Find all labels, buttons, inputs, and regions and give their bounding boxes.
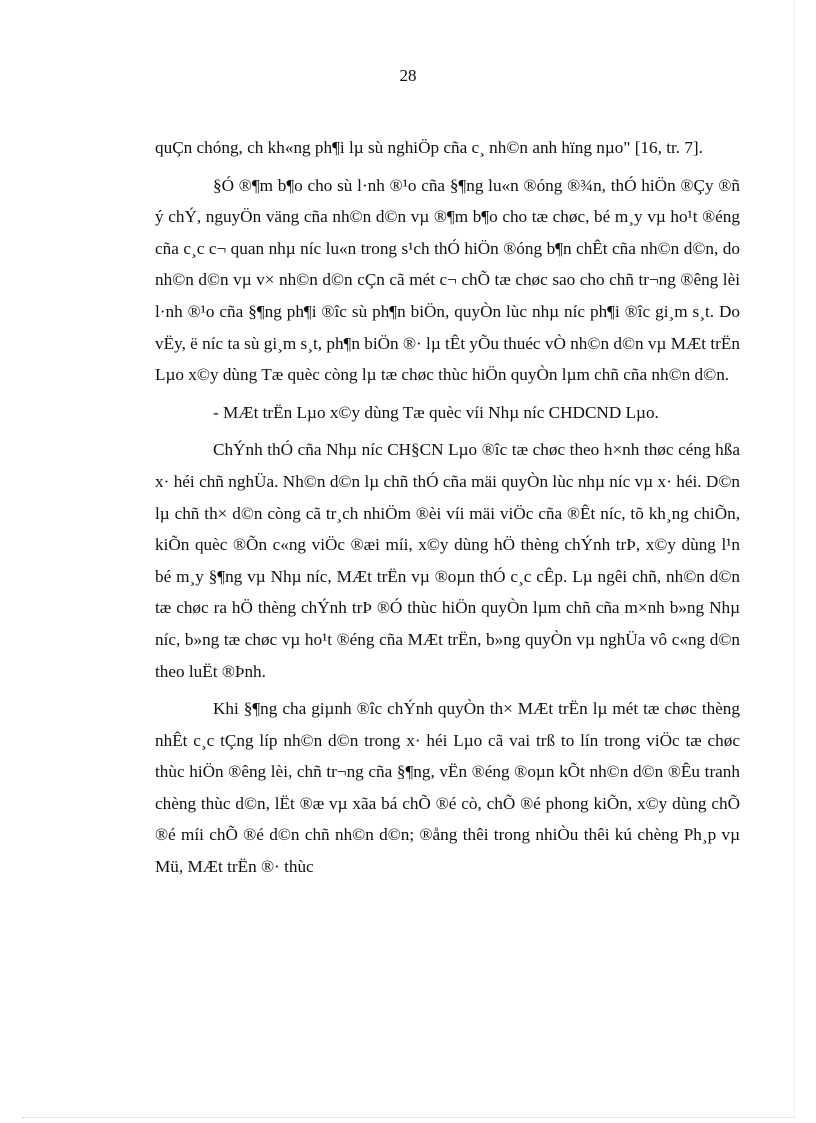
page-bottom-border	[22, 1117, 794, 1118]
page-right-border	[794, 0, 795, 1118]
paragraph-front-role: Khi §¶ng cha giµnh ®îc chÝnh quyÒn th× MÆt trËn lµ mét tæ chøc thèng nhÊt c¸c tÇng líp nh©n d©n trong x· héi Lµo cã vai trß to lín trong viÖc tæ chøc thùc hiÖn ®êng lèi, chñ tr¬ng cña §¶ng, vËn ®éng ®oµn kÕt nh©n d©n ®Êu tranh chèng thùc d©n, lËt ®æ vµ xãa bá chÕ ®é cò, chÕ ®é phong kiÕn, x©y dùng chÕ ®é míi chÕ ®é d©n chñ nh©n d©n; ®ång thêi trong nhiÒu thêi kú chèng Ph¸p vµ Mü, MÆt trËn ®· thùc	[155, 699, 740, 877]
paragraph-state-regime: ChÝnh thÓ cña Nhµ níc CH§CN Lµo ®îc tæ chøc theo h×nh thøc céng hßa x· héi chñ nghÜa. Nh©n d©n lµ chñ thÓ cña mäi quyÒn lùc nhµ níc vµ x· héi. D©n lµ chñ th× d©n còng cã tr¸ch nhiÖm ®èi víi mäi viÖc cña ®Êt níc, tõ kh¸ng chiÕn, kiÕn quèc ®Õn c«ng viÖc ®æi míi, x©y dùng hÖ thèng chÝnh trÞ, x©y dùng l¹n bé m¸y §¶ng vµ Nhµ níc, MÆt trËn vµ ®oµn thÓ c¸c cÊp. Lµ ngêi chñ, nh©n d©n tæ chøc ra hÖ thèng chÝnh trÞ ®Ó thùc hiÖn quyÒn lµm chñ cña m×nh b»ng Nhµ níc, b»ng tæ chøc vµ ho¹t ®éng cña MÆt trËn, b»ng quyÒn vµ nghÜa vô c«ng d©n theo luËt ®Þnh.	[155, 440, 740, 681]
section-heading-front-and-state: - MÆt trËn Lµo x©y dùng Tæ quèc víi Nhµ níc CHDCND Lµo.	[213, 402, 659, 422]
page-number: 28	[399, 66, 417, 85]
paragraph-safeguard-leadership: §Ó ®¶m b¶o cho sù l·nh ®¹o cña §¶ng lu«n ®óng ®¾n, thÓ hiÖn ®Çy ®ñ ý chÝ, nguyÖn väng cña nh©n d©n vµ ®¶m b¶o cho tæ chøc, bé m¸y vµ ho¹t ®éng cña c¸c c¬ quan nhµ níc lu«n trong s¹ch thÓ hiÖn ®óng b¶n chÊt cña nh©n d©n, do nh©n d©n vµ v× nh©n d©n cÇn cã mét c¬ chÕ tæ chøc sao cho chñ tr¬ng ®êng lèi l·nh ®¹o cña §¶ng ph¶i ®îc sù ph¶n biÖn, quyÒn lùc nhµ níc ph¶i ®îc gi¸m s¸t. Do vËy, ë níc ta sù gi¸m s¸t, ph¶n biÖn ®· lµ tÊt yÕu thuéc vÒ nh©n d©n vµ MÆt trËn Lµo x©y dùng Tæ quèc còng lµ tæ chøc thùc hiÖn quyÒn lµm chñ cña nh©n d©n.	[155, 175, 740, 385]
paragraph-continuation: quÇn chóng, ch kh«ng ph¶i lµ sù nghiÖp cña c¸ nh©n anh hïng nµo" [16, tr. 7].	[155, 138, 703, 157]
document-body	[155, 132, 740, 889]
